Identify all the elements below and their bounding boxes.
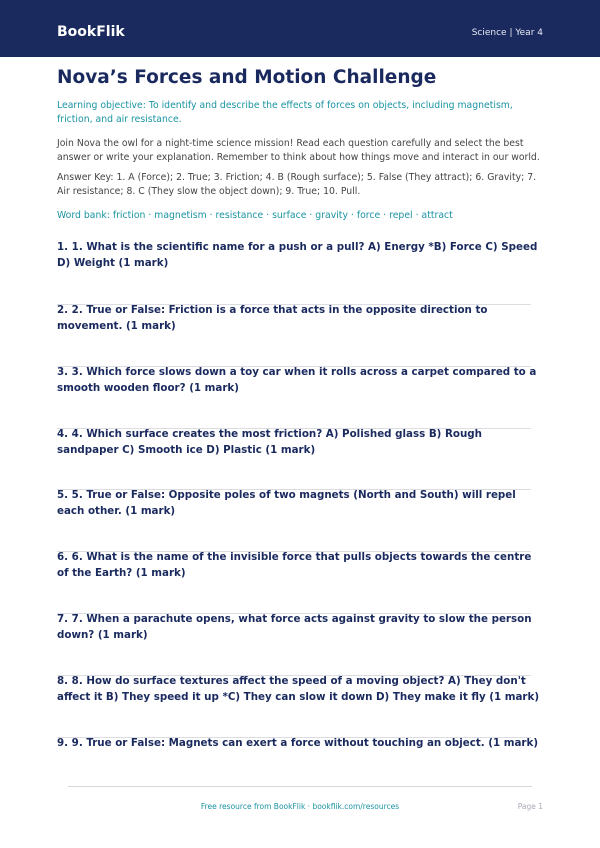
question-8: 8. 8. How do surface textures affect the speed of a moving object? A) They don't affect it B) They speed it up *C) They can slow it down D) They make it fly (1 mark) bbox=[57, 675, 540, 703]
page-title: Nova’s Forces and Motion Challenge bbox=[57, 67, 437, 88]
question-6: 6. 6. What is the name of the invisible force that pulls objects towards the centre of the Earth? (1 mark) bbox=[57, 551, 532, 579]
question-2: 2. 2. True or False: Friction is a force that acts in the opposite direction to movement. (1 mark) bbox=[57, 304, 488, 332]
footer-link[interactable]: Free resource from BookFlik · bookflik.com/resources bbox=[200, 802, 400, 811]
intro-text: Join Nova the owl for a night-time science mission! Read each question carefully and select the best answer or write your explanation. Remember to think about how things move and interact in our world. bbox=[57, 138, 540, 163]
brand-logo[interactable]: BookFlik bbox=[57, 24, 125, 40]
word-bank: Word bank: friction · magnetism · resistance · surface · gravity · force · repel · attract bbox=[57, 210, 453, 221]
question-9: 9. 9. True or False: Magnets can exert a force without touching an object. (1 mark) bbox=[57, 737, 539, 749]
question-5: 5. 5. True or False: Opposite poles of two magnets (North and South) will repel each other. (1 mark) bbox=[57, 489, 516, 517]
answer-key: Answer Key: 1. A (Force); 2. True; 3. Friction; 4. B (Rough surface); 5. False (They attract); 6. Gravity; 7. Air resistance; 8. C (They slow the object down); 9. True; 10. Pull. bbox=[57, 172, 537, 197]
header-bar bbox=[0, 0, 600, 57]
question-1: 1. 1. What is the scientific name for a push or a pull? A) Energy *B) Force C) Speed D) Weight (1 mark) bbox=[57, 241, 538, 269]
page-number: Page 1 bbox=[517, 802, 543, 811]
question-3: 3. 3. Which force slows down a toy car when it rolls across a carpet compared to a smooth wooden floor? (1 mark) bbox=[57, 366, 537, 394]
subject-year-label: Science | Year 4 bbox=[471, 28, 543, 38]
question-4: 4. 4. Which surface creates the most friction? A) Polished glass B) Rough sandpaper C) Smooth ice D) Plastic (1 mark) bbox=[57, 428, 482, 456]
question-7: 7. 7. When a parachute opens, what force acts against gravity to slow the person down? (1 mark) bbox=[57, 613, 532, 641]
learning-objective: Learning objective: To identify and describe the effects of forces on objects, including magnetism, friction, and air resistance. bbox=[57, 100, 513, 125]
footer-divider bbox=[68, 786, 532, 787]
